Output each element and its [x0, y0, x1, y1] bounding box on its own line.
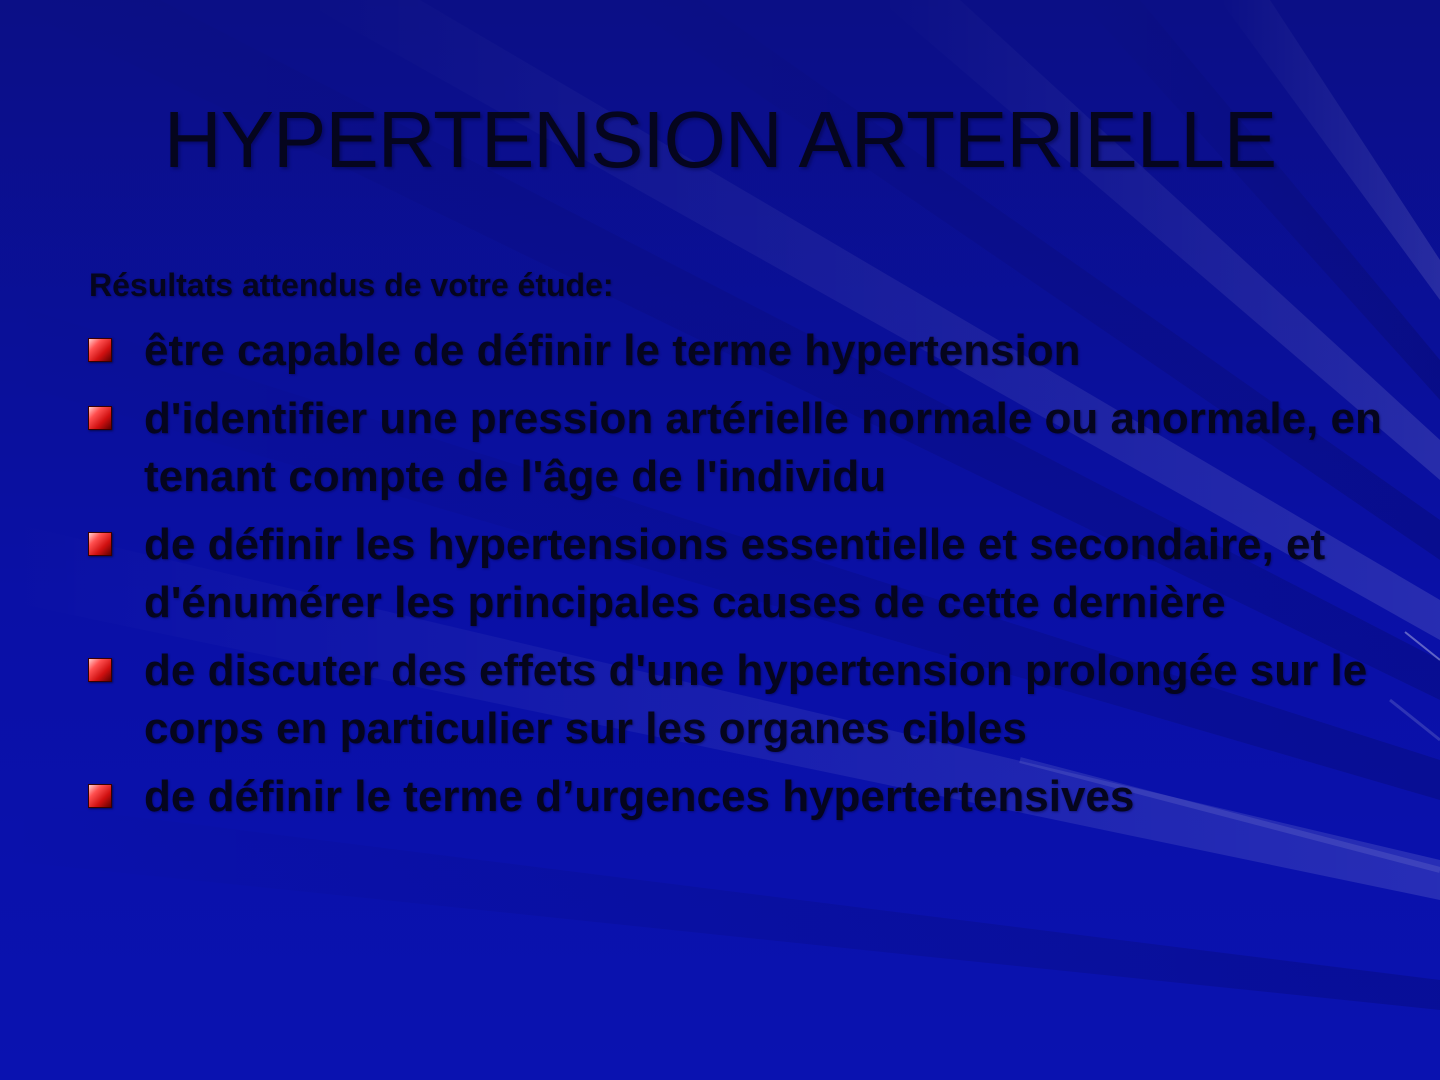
red-square-bullet-icon: [88, 532, 112, 556]
bullet-text: être capable de définir le terme hypertension: [144, 326, 1081, 375]
bullet-item: [88, 390, 1388, 506]
red-square-bullet-icon: [88, 338, 112, 362]
bullet-text: de définir le terme d’urgences hypertertensives: [144, 772, 1135, 821]
bullet-item: [88, 322, 1388, 380]
bullet-text: de définir les hypertensions essentielle et secondaire, et d'énumérer les principales causes de cette dernière: [144, 520, 1326, 627]
bullet-text: de discuter des effets d'une hypertension prolongée sur le corps en particulier sur les organes cibles: [144, 646, 1368, 753]
bullet-item: [88, 516, 1388, 632]
red-square-bullet-icon: [88, 406, 112, 430]
bullet-item: [88, 768, 1388, 826]
red-square-bullet-icon: [88, 658, 112, 682]
bullet-list: [88, 322, 1388, 836]
bullet-text: d'identifier une pression artérielle normale ou anormale, en tenant compte de l'âge de l'individu: [144, 394, 1382, 501]
slide-subtitle: Résultats attendus de votre étude:: [89, 267, 614, 303]
red-square-bullet-icon: [88, 784, 112, 808]
slide-title: HYPERTENSION ARTERIELLE: [163, 95, 1277, 184]
bullet-item: [88, 642, 1388, 758]
